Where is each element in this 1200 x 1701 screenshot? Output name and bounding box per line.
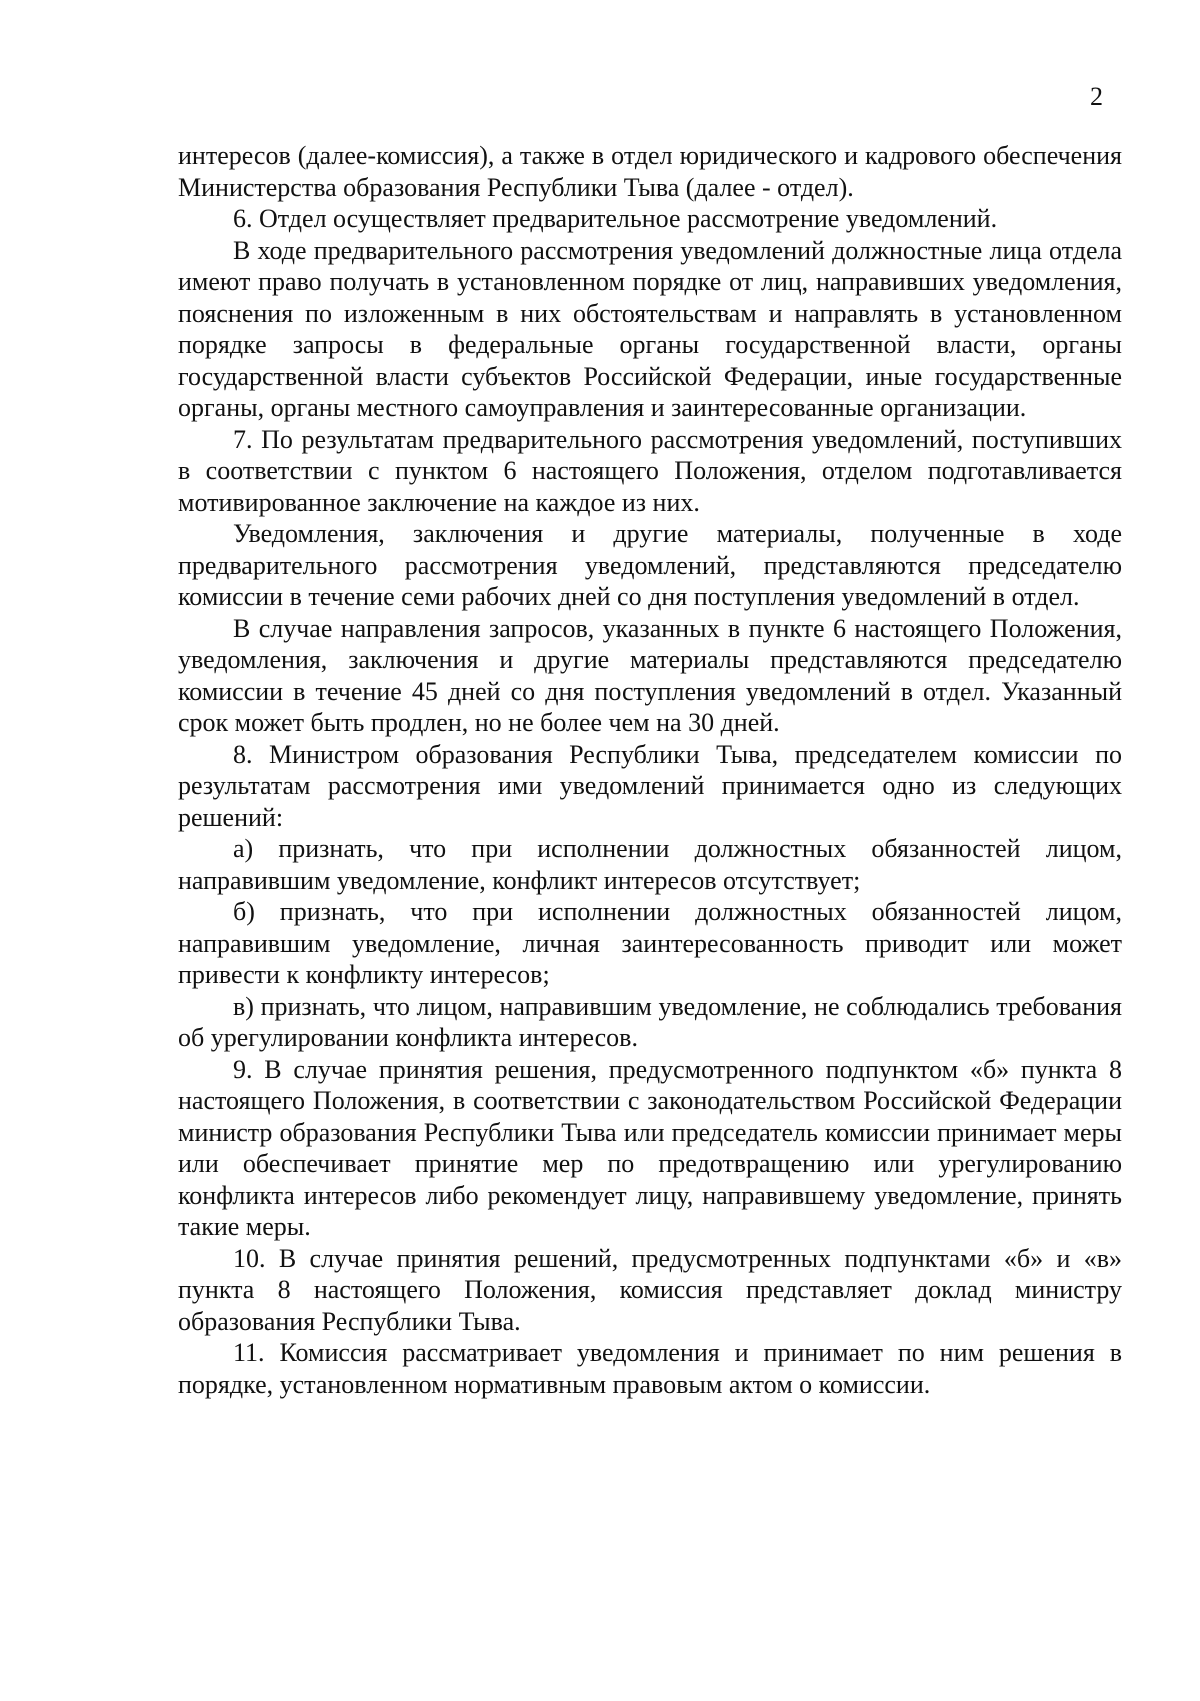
- paragraph-clause-11: 11. Комиссия рассматривает уведомления и принимает по ним решения в порядке, установленном нормативным правовым актом о комиссии.: [178, 1338, 1122, 1399]
- paragraph-clause-9: 9. В случае принятия решения, предусмотренного подпунктом «б» пункта 8 настоящего Положения, в соответствии с законодательством Российской Федерации министр образования Республики Тыва или председатель комиссии принимает меры или обеспечивает принятие мер по предотвращению или урегулированию конфликта интересов либо рекомендует лицу, направившему уведомление, принять такие меры.: [178, 1054, 1122, 1241]
- paragraph-clause-6: 6. Отдел осуществляет предварительное рассмотрение уведомлений.: [233, 204, 998, 233]
- paragraph-clause-7-requests: В случае направления запросов, указанных в пункте 6 настоящего Положения, уведомления, заключения и другие материалы представляются председателю комиссии в течение 45 дней со дня поступления уведомлений в отдел. Указанный срок может быть продлен, но не более чем на 30 дней.: [178, 613, 1122, 737]
- paragraph-clause-10: 10. В случае принятия решений, предусмотренных подпунктами «б» и «в» пункта 8 настоящего Положения, комиссия представляет доклад министру образования Республики Тыва.: [178, 1243, 1122, 1336]
- paragraph-clause-7: 7. По результатам предварительного рассмотрения уведомлений, поступивших в соответствии с пунктом 6 настоящего Положения, отделом подготавливается мотивированное заключение на каждое из них.: [178, 424, 1122, 517]
- paragraph-clause-8a: а) признать, что при исполнении должностных обязанностей лицом, направившим уведомление, конфликт интересов отсутствует;: [178, 834, 1122, 895]
- paragraph-clause-7-materials: Уведомления, заключения и другие материалы, полученные в ходе предварительного рассмотрения уведомлений, представляются председателю комиссии в течение семи рабочих дней со дня поступления уведомлений в отдел.: [178, 519, 1122, 611]
- paragraph-clause-8: 8. Министром образования Республики Тыва, председателем комиссии по результатам рассмотрения ими уведомлений принимается одно из следующих решений:: [178, 739, 1122, 832]
- paragraph-clause-6-detail: В ходе предварительного рассмотрения уведомлений должностные лица отдела имеют право получать в установленном порядке от лиц, направивших уведомления, пояснения по изложенным в них обстоятельствам и направлять в установленном порядке запросы в федеральные органы государственной власти, органы государственной власти субъектов Российской Федерации, иные государственные органы, органы местного самоуправления и заинтересованные организации.: [178, 235, 1122, 422]
- page-number: 2: [1090, 82, 1103, 111]
- paragraph-clause-8b: б) признать, что при исполнении должностных обязанностей лицом, направившим уведомление, личная заинтересованность приводит или может привести к конфликту интересов;: [178, 897, 1122, 989]
- paragraph-clause-8c: в) признать, что лицом, направившим уведомление, не соблюдались требования об урегулировании конфликта интересов.: [178, 991, 1122, 1052]
- document-body: [178, 140, 1122, 1400]
- paragraph-continuation: интересов (далее-комиссия), а также в отдел юридического и кадрового обеспечения Министерства образования Республики Тыва (далее - отдел).: [178, 141, 1122, 202]
